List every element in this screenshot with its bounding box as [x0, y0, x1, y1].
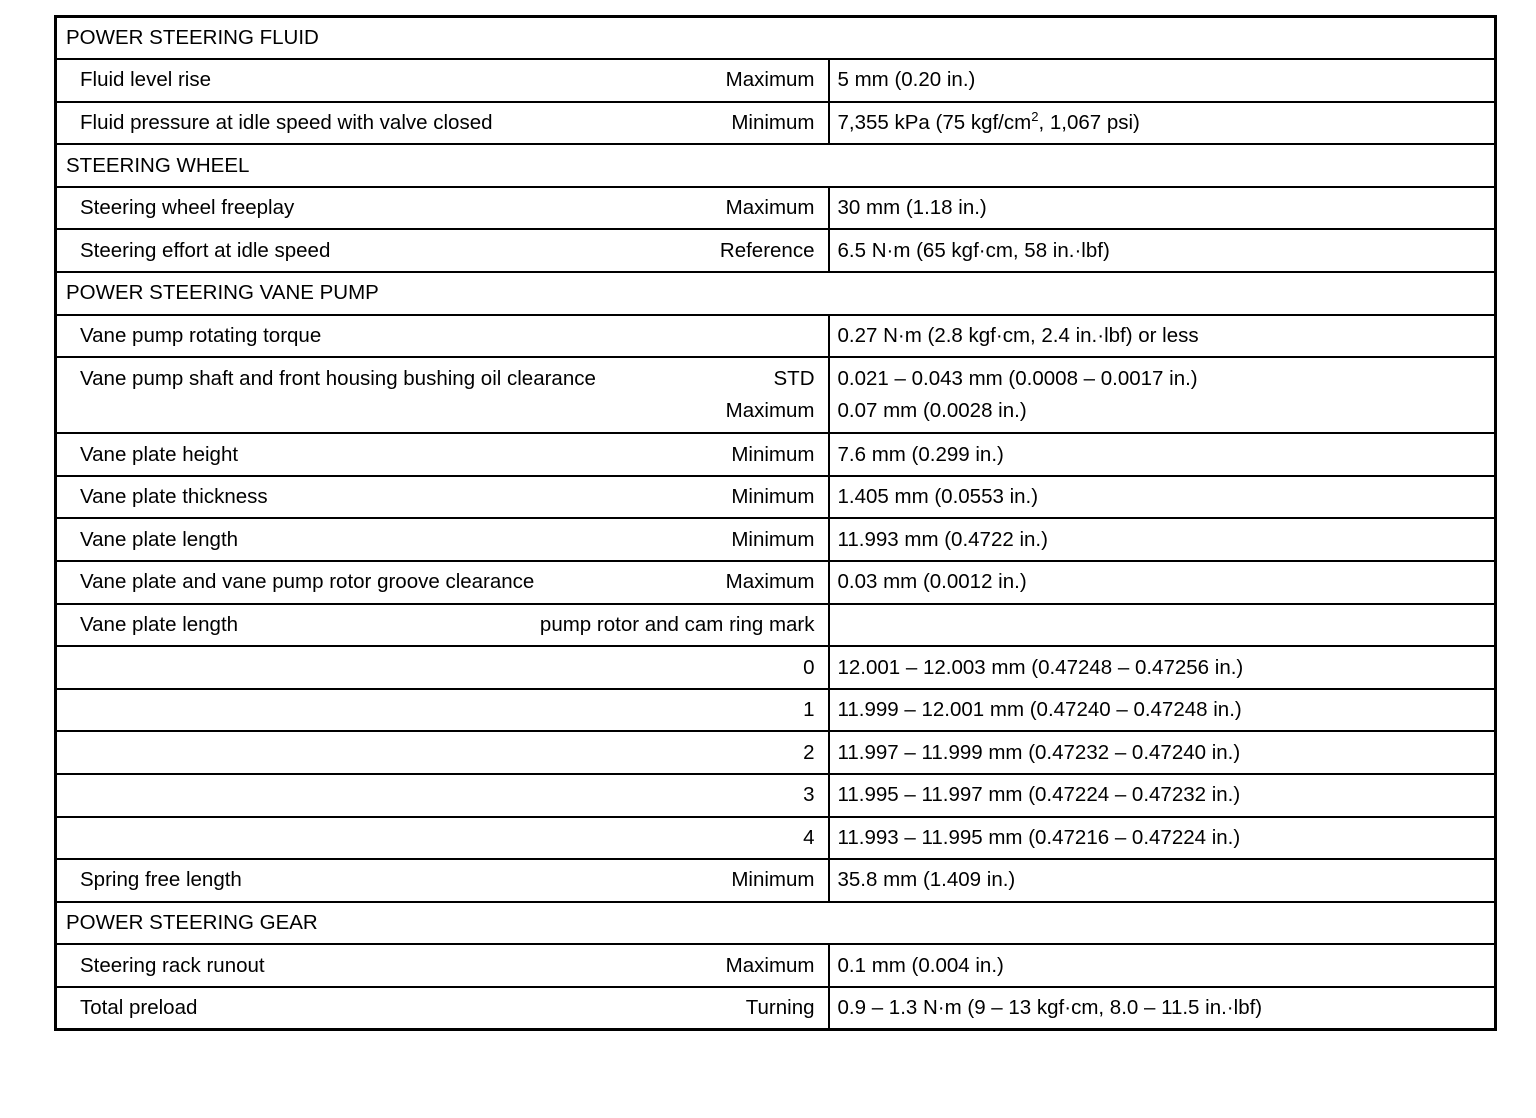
mark-label: 3: [803, 783, 815, 807]
spec-value: 7.6 mm (0.299 in.): [829, 433, 1496, 476]
spec-value-part: , 1,067 psi): [1038, 110, 1140, 134]
qualifier-label: Minimum: [731, 527, 815, 551]
item-label: Fluid pressure at idle speed with valve closed: [80, 110, 493, 134]
superscript: 2: [1031, 109, 1039, 125]
item-label: Steering effort at idle speed: [80, 238, 331, 262]
spec-value: 0.1 mm (0.004 in.): [829, 944, 1496, 987]
table-row: [56, 59, 1496, 102]
table-row: [56, 433, 1496, 476]
qualifier-label: Turning: [745, 996, 815, 1020]
table-row: [56, 859, 1496, 902]
mark-label: 2: [803, 740, 815, 764]
item-label: Vane plate thickness: [80, 485, 268, 509]
table-row: [56, 689, 1496, 732]
table-row: [56, 229, 1496, 272]
table-row: [56, 357, 1496, 433]
section-row-fluid: [56, 17, 1496, 60]
section-heading: POWER STEERING GEAR: [56, 902, 1496, 945]
item-label: Fluid level rise: [80, 68, 212, 92]
table-row: [56, 817, 1496, 860]
spec-value-part: 7,355 kPa (75 kgf/cm: [837, 110, 1032, 134]
qualifier-label: STD: [773, 367, 815, 391]
mark-label: 4: [803, 825, 815, 849]
spec-value: 30 mm (1.18 in.): [829, 187, 1496, 230]
qualifier-label: Maximum: [725, 196, 815, 220]
item-label: Steering wheel freeplay: [80, 196, 295, 220]
item-label: Steering rack runout: [80, 953, 265, 977]
item-label: Total preload: [80, 996, 198, 1020]
spec-value: 35.8 mm (1.409 in.): [829, 859, 1496, 902]
spec-value: 0.27 N·m (2.8 kgf·cm, 2.4 in.·lbf) or less: [829, 315, 1496, 358]
qualifier-label: Minimum: [731, 868, 815, 892]
table-row: [56, 315, 1496, 358]
section-heading: STEERING WHEEL: [56, 144, 1496, 187]
qualifier-label: Minimum: [731, 442, 815, 466]
item-label: Vane plate length: [80, 527, 239, 551]
table-row: [56, 731, 1496, 774]
spec-value: 6.5 N·m (65 kgf·cm, 58 in.·lbf): [829, 229, 1496, 272]
qualifier-label: pump rotor and cam ring mark: [539, 612, 815, 636]
item-label: Vane plate length: [80, 612, 239, 636]
section-row-gear: [56, 902, 1496, 945]
table-row: [56, 187, 1496, 230]
table-row: [56, 102, 1496, 145]
spec-value: 11.993 – 11.995 mm (0.47216 – 0.47224 in.): [829, 817, 1496, 860]
mark-label: 0: [803, 655, 815, 679]
item-label: Vane pump shaft and front housing bushing oil clearance: [80, 367, 596, 391]
qualifier-label: Maximum: [725, 953, 815, 977]
table-row: [56, 646, 1496, 689]
table-row: [56, 476, 1496, 519]
spec-value: 12.001 – 12.003 mm (0.47248 – 0.47256 in.): [829, 646, 1496, 689]
table-row: [56, 518, 1496, 561]
table-row: [56, 944, 1496, 987]
table-row: [56, 604, 1496, 647]
spec-table: [54, 15, 1497, 1031]
section-heading: POWER STEERING VANE PUMP: [56, 272, 1496, 315]
table-row: [56, 987, 1496, 1030]
item-label: Vane plate height: [80, 442, 239, 466]
spec-value: [829, 604, 1496, 647]
qualifier-label: Minimum: [731, 110, 815, 134]
spec-value: 11.999 – 12.001 mm (0.47240 – 0.47248 in.): [829, 689, 1496, 732]
mark-label: 1: [803, 698, 815, 722]
table-row: [56, 561, 1496, 604]
item-label: Spring free length: [80, 868, 242, 892]
section-heading: POWER STEERING FLUID: [56, 17, 1496, 60]
table-row: [56, 774, 1496, 817]
item-label: Vane pump rotating torque: [80, 323, 322, 347]
section-row-pump: [56, 272, 1496, 315]
spec-value: 11.995 – 11.997 mm (0.47224 – 0.47232 in.): [829, 774, 1496, 817]
spec-value: 0.07 mm (0.0028 in.): [837, 399, 1027, 423]
spec-value: 0.03 mm (0.0012 in.): [829, 561, 1496, 604]
item-label: Vane plate and vane pump rotor groove clearance: [80, 570, 535, 594]
spec-value: [829, 102, 1496, 145]
spec-value: 0.021 – 0.043 mm (0.0008 – 0.0017 in.): [837, 367, 1198, 391]
qualifier-label: Maximum: [725, 570, 815, 594]
spec-value: 0.9 – 1.3 N·m (9 – 13 kgf·cm, 8.0 – 11.5 in.·lbf): [829, 987, 1496, 1030]
qualifier-label: Minimum: [731, 485, 815, 509]
qualifier-label: Maximum: [725, 68, 815, 92]
spec-value: 11.997 – 11.999 mm (0.47232 – 0.47240 in.): [829, 731, 1496, 774]
section-row-wheel: [56, 144, 1496, 187]
spec-value: 11.993 mm (0.4722 in.): [829, 518, 1496, 561]
spec-value: 5 mm (0.20 in.): [829, 59, 1496, 102]
qualifier-label: Maximum: [725, 399, 815, 423]
qualifier-label: Reference: [719, 238, 815, 262]
spec-value: 1.405 mm (0.0553 in.): [829, 476, 1496, 519]
